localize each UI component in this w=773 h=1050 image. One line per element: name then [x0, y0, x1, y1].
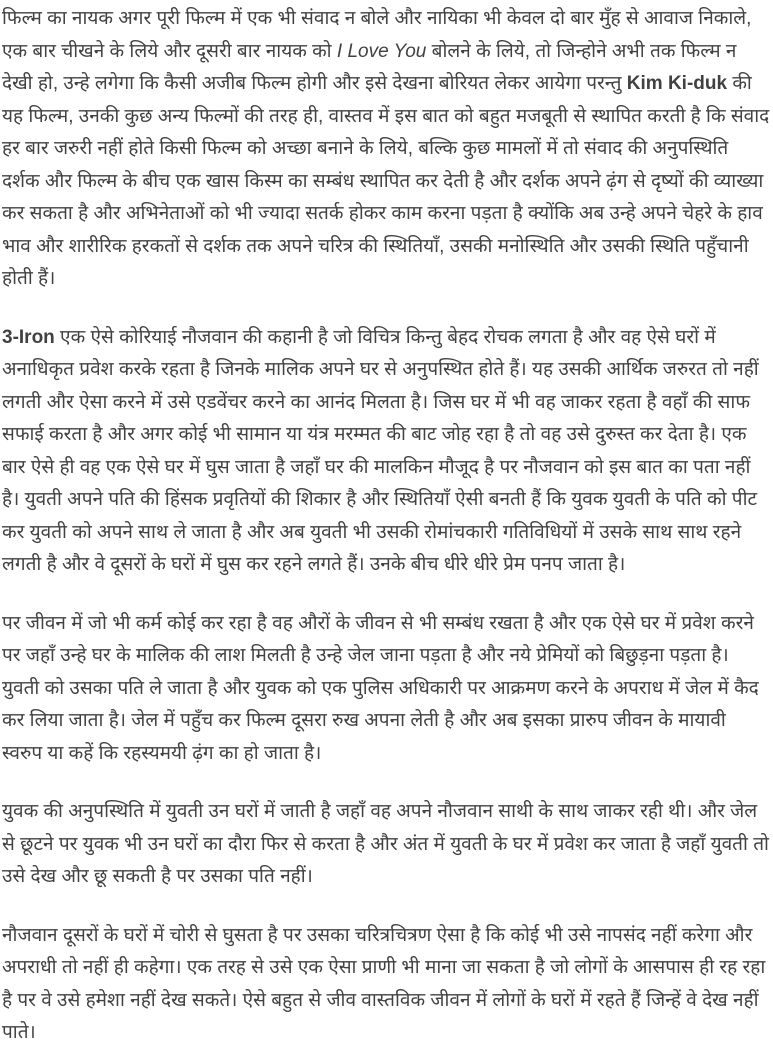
paragraph-story-setup — [2, 322, 771, 582]
text-run: फिल्म का नायक अगर पूरी फिल्म में एक भी संवाद न बोले और नायिका भी केवल दो बार मुँह से आवाज निकाले, एक बार चीखने के लिये और दूसरी बार नायक को — [2, 8, 752, 62]
text-run: नौजवान दूसरों के घरों में चोरी से घुसता है पर उसका चरित्रचित्रण ऐसा है कि कोई भी उसे नापसंद नहीं करेगा और अपराधी तो नहीं ही कहेगा। एक तरह से उसे एक ऐसा प्राणी भी माना जा सकता है जो लोगों के आसपास ही रह रहा है पर वे उसे हमेशा नहीं देख सकते। ऐसे बहुत से जीव वास्तविक जीवन में लोगों के घरों में रहते हैं जिन्हें वे देख नहीं पाते। — [2, 924, 766, 1043]
text-run: युवक की अनुपस्थिति में युवती उन घरों में जाती है जहाँ वह अपने नौजवान साथी के साथ जाकर रही थी। और जेल से छूटने पर युवक भी उन घरों का दौरा फिर से करता है और अंत में युवती के घर में प्रवेश कर जाता है जहाँ युवती तो उसे देख और छू सकती है पर उसका पति नहीं। — [2, 801, 769, 887]
text-run: बोलने के लिये, तो जिन्होने अभी तक फिल्म न देखी हो, उन्हे लगेगा कि कैसी अजीब फिल्म होगी और इसे देखना बोरियत लेकर आयेगा परन्तु — [2, 40, 737, 94]
italic-phrase-i-love-you: I Love You — [336, 40, 427, 62]
text-run: एक ऐसे कोरियाई नौजवान की कहानी है जो विचित्र किन्तु बेहद रोचक लगता है और वह ऐसे घरों में अनाधिकृत प्रवेश करके रहता है जिनके मालिक अपने घर से अनुपस्थित होते हैं। यह उसकी आर्थिक जरुरत तो नहीं लगती और ऐसा करने में उसे एडवेंचर करने का आनंद मिलता है। जिस घर में भी वह जाकर रहता है वहाँ की साफ सफाई करता है और अगर कोई भी सामान या यंत्र मरम्मत की बाट जोह रहा है तो वह उसे दुरुस्त कर देता है। एक बार ऐसे ही वह एक ऐसे घर में घुस जाता है जहाँ घर की मालकिन मौजूद है पर नौजवान को इस बात का पता नहीं है। युवती अपने पति की हिंसक प्रवृतियों की शिकार है और स्थितियाँ ऐसी बनती हैं कि युवक युवती के पति को पीट कर युवती को अपने साथ ले जाता है और अब युवती भी उसकी रोमांचकारी गतिविधियों में उसके साथ साथ रहने लगती है और वे दूसरों के घरों में घुस कर रहने लगते हैं। उनके बीच धीरे धीरे प्रेम पनप जाता है। — [2, 326, 759, 575]
paragraph-plot-turn — [2, 608, 771, 771]
paragraph-character-note — [2, 920, 771, 1050]
text-run: पर जीवन में जो भी कर्म कोई कर रहा है वह औरों के जीवन से भी सम्बंध रखता है और एक ऐसे घर में प्रवेश करने पर जहाँ उन्हे घर के मालिक की लाश मिलती है उन्हे जेल जाना पड़ता है और नये प्रेमियों को बिछुड़ना पड़ता है। युवती को उसका पति ले जाता है और युवक को एक पुलिस अधिकारी पर आक्रमण करने के अपराध में जेल में कैद कर लिया जाता है। जेल में पहुँच कर फिल्म दूसरा रुख अपना लेती है और अब इसका प्रारुप जीवन के मायावी स्वरुप या कहें कि रहस्यमयी ढ़ंग का हो जाता है। — [2, 612, 759, 764]
bold-phrase-director-name: Kim Ki-duk — [626, 73, 728, 94]
text-run: की यह फिल्म, उनकी कुछ अन्य फिल्मों की तरह ही, वास्तव में इस बात को बहुत मजबूती से स्थापित करती है कि संवाद हर बार जरुरी नहीं होते किसी फिल्म को अच्छा बनाने के लिये, बल्कि कुछ मामलों में तो संवाद की अनुपस्थिति दर्शक और फिल्म के बीच एक खास किस्म का सम्बंध स्थापित कर देती है और दर्शक अपने ढ़ंग से दृष्यों की व्याख्या कर सकता है और अभिनेताओं को भी ज्यादा सतर्क होकर काम करना पड़ता है क्योंकि अब उन्हे अपने चेहरे के हाव भाव और शारीरिक हरकतों से दर्शक तक अपने चरित्र की स्थितियाँ, उसकी मनोस्थिति और उसकी स्थिति पहुँचानी होती हैं। — [2, 73, 770, 289]
paragraph-after-jail — [2, 796, 771, 894]
bold-phrase-film-title: 3-Iron — [2, 326, 55, 348]
paragraph-intro — [2, 3, 771, 296]
